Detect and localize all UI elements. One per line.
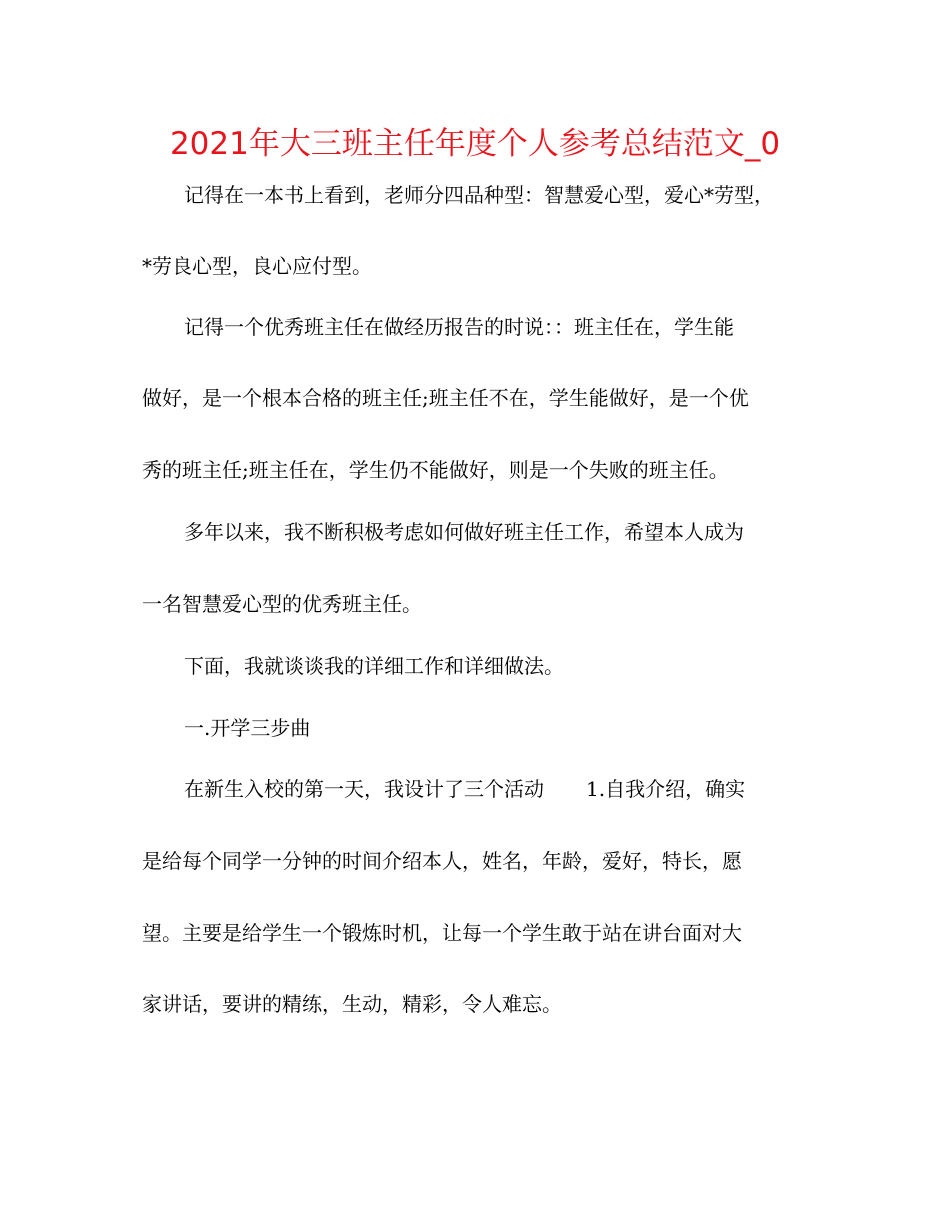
paragraph-line: 下面，我就谈谈我的详细工作和详细做法。 [184,654,564,678]
paragraph-line-part: 在新生入校的第一天，我设计了三个活动 [184,777,544,801]
section-heading: 一.开学三步曲 [184,716,311,740]
paragraph-line: 记得一个优秀班主任在做经历报告的时说：：班主任在，学生能 [184,315,734,339]
paragraph-line: 多年以来，我不断积极考虑如何做好班主任工作，希望本人成为 [184,520,744,544]
paragraph-line: 一名智慧爱心型的优秀班主任。 [142,592,422,616]
paragraph-line: 记得在一本书上看到，老师分四品种型：智慧爱心型，爱心*劳型， [184,183,774,207]
paragraph-line: 是给每个同学一分钟的时间介绍本人，姓名，年龄，爱好，特长，愿 [142,849,742,873]
paragraph-line: 望。主要是给学生一个锻炼时机，让每一个学生敢于站在讲台面对大 [142,921,742,945]
paragraph-line-part: 1.自我介绍，确实 [586,777,746,801]
paragraph-line [184,775,745,803]
paragraph-line: 秀的班主任;班主任在，学生仍不能做好，则是一个失败的班主任。 [142,458,729,482]
paragraph-line: 做好，是一个根本合格的班主任;班主任不在，学生能做好，是一个优 [142,386,749,410]
document-title: 2021年大三班主任年度个人参考总结范文_0 [169,126,781,162]
paragraph-line: *劳良心型，良心应付型。 [142,254,372,278]
paragraph-line: 家讲话，要讲的精练，生动，精彩，令人难忘。 [142,992,562,1016]
